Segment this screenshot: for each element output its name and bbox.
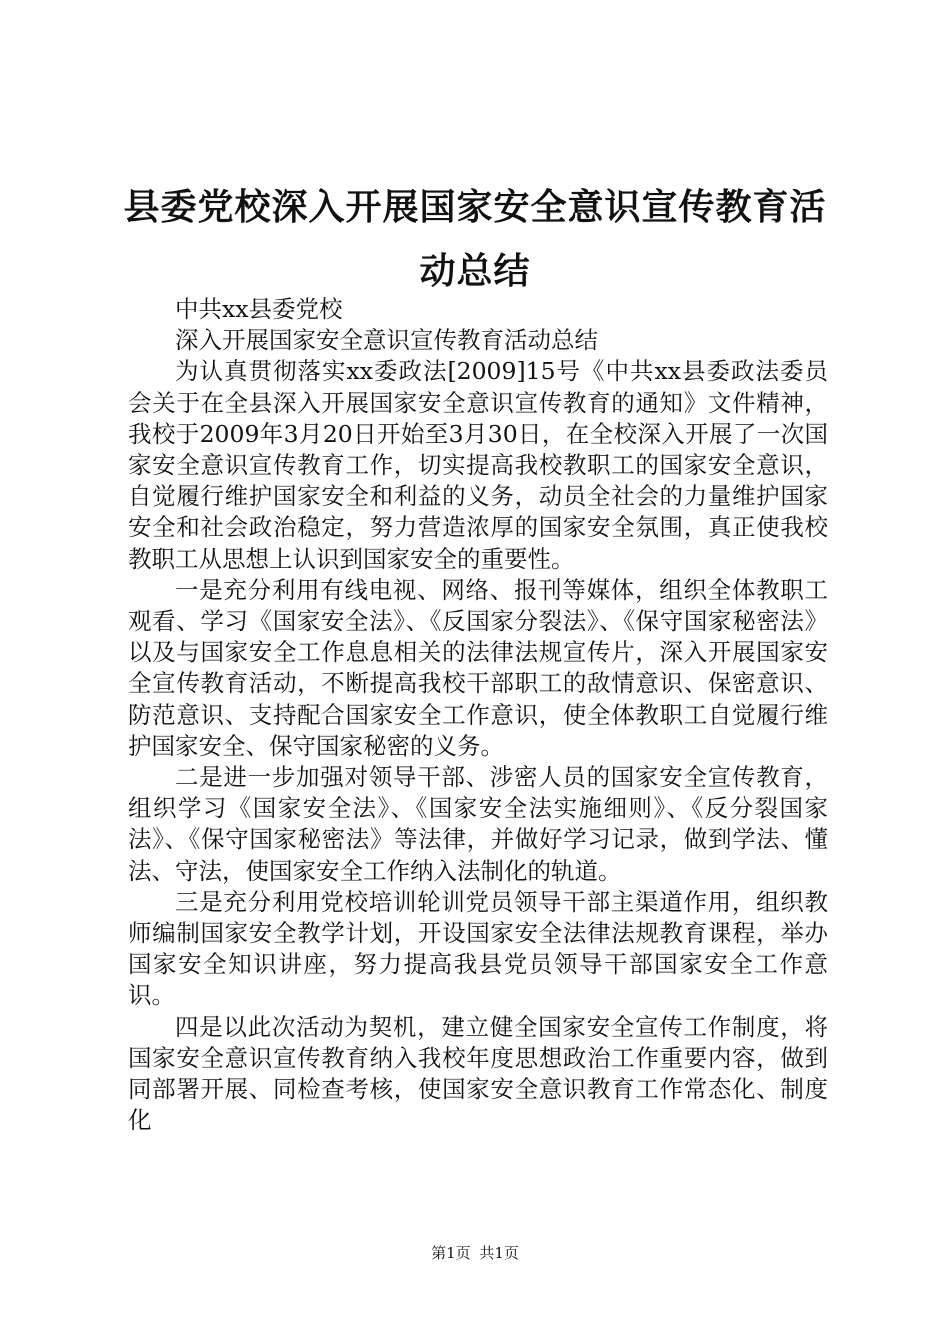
page-total: 共1页 [479,1244,519,1262]
page-footer [0,1243,950,1263]
paragraph-point-1: 一是充分利用有线电视、网络、报刊等媒体，组织全体教职工观看、学习《国家安全法》、《反国家分裂法》、《保守国家秘密法》以及与国家安全工作息息相关的法律法规宣传片，深入开展国家安全宣传教育活动，不断提高我校干部职工的敌情意识、保密意识、防范意识、支持配合国家安全工作意识，使全体教职工自觉履行维护国家安全、保守国家秘密的义务。 [128,575,828,760]
paragraph-point-3: 三是充分利用党校培训轮训党员领导干部主渠道作用，组织教师编制国家安全教学计划，开设国家安全法律法规教育课程，举办国家安全知识讲座，努力提高我县党员领导干部国家安全工作意识。 [128,887,828,1010]
paragraph-point-4: 四是以此次活动为契机，建立健全国家安全宣传工作制度，将国家安全意识宣传教育纳入我校年度思想政治工作重要内容，做到同部署开展、同检查考核，使国家安全意识教育工作常态化、制度化 [128,1012,828,1135]
document-body [128,294,828,1136]
subtitle-line: 深入开展国家安全意识宣传教育活动总结 [175,326,598,355]
paragraph-point-2: 二是进一步加强对领导干部、涉密人员的国家安全宣传教育，组织学习《国家安全法》、《国家安全法实施细则》、《反分裂国家法》、《保守国家秘密法》等法律，并做好学习记录，做到学法、懂法、守法，使国家安全工作纳入法制化的轨道。 [128,763,828,885]
author-line: 中共xx县委党校 [175,295,343,323]
paragraph-intro: 为认真贯彻落实xx委政法[2009]15号《中共xx县委政法委员会关于在全县深入开展国家安全意识宣传教育的通知》文件精神，我校于2009年3月20日开始至3月30日，在全校深入开展了一次国家安全意识宣传教育工作，切实提高我校教职工的国家安全意识，自觉履行维护国家安全和利益的义务，动员全社会的力量维护国家安全和社会政治稳定，努力营造浓厚的国家安全氛围，真正使我校教职工从思想上认识到国家安全的重要性。 [128,357,828,573]
document-title: 县委党校深入开展国家安全意识宣传教育活动总结 [123,187,827,292]
page-number: 第1页 [431,1244,471,1262]
